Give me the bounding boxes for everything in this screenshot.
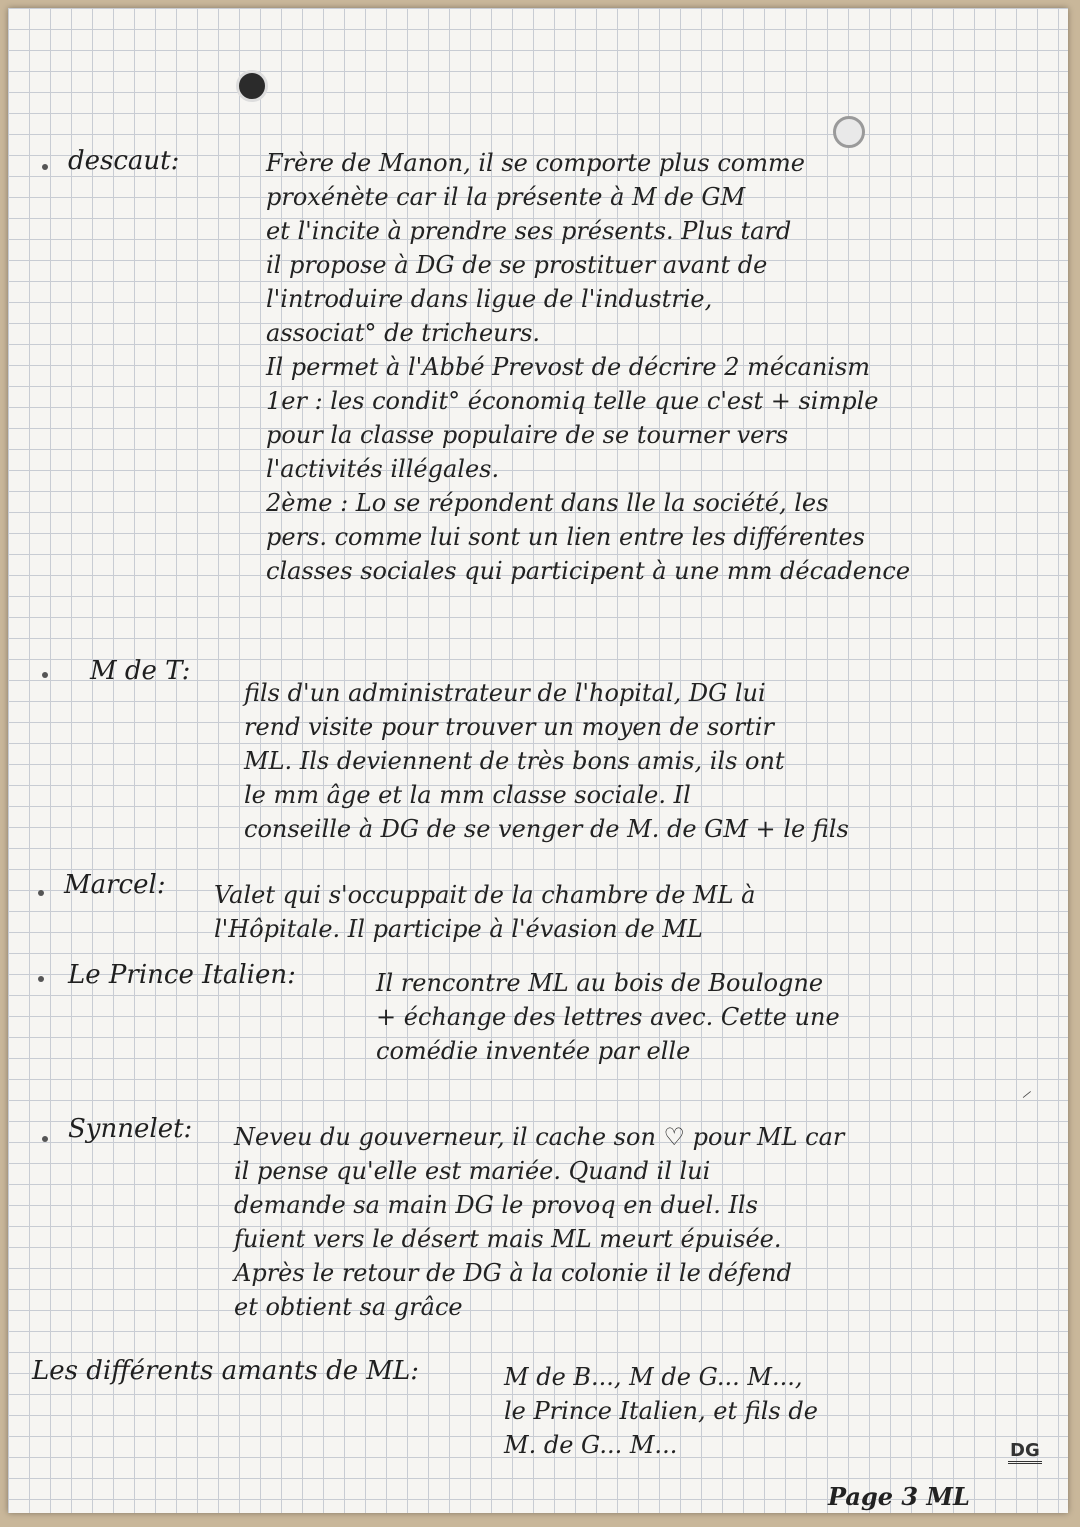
text-line: Valet qui s'occuppait de la chambre de ML à [214, 881, 756, 909]
character-name: Marcel: [64, 870, 166, 900]
punch-hole-right [833, 116, 865, 148]
text-line: pers. comme lui sont un lien entre les différentes [266, 523, 865, 551]
character-description [214, 878, 756, 946]
lovers-label: Les différents amants de ML: [32, 1356, 420, 1386]
text-line: ML. Ils deviennent de très bons amis, ils ont [244, 747, 785, 775]
text-line: l'activités illégales. [266, 455, 500, 483]
text-line: conseille à DG de se venger de M. de GM + le fils [244, 815, 849, 843]
text-line: + échange des lettres avec. Cette une [376, 1003, 840, 1031]
text-line: fuient vers le désert mais ML meurt épuisée. [234, 1225, 782, 1253]
text-line: fils d'un administrateur de l'hopital, DG lui [244, 679, 766, 707]
text-line: rend visite pour trouver un moyen de sortir [244, 713, 774, 741]
text-line: demande sa main DG le provoq en duel. Ils [234, 1191, 758, 1219]
text-line: 2ème : Lo se répondent dans lle la société, les [266, 489, 829, 517]
text-line: comédie inventée par elle [376, 1037, 691, 1065]
page-label: Page 3 ML [828, 1482, 970, 1511]
character-description [376, 966, 840, 1068]
text-line: Il rencontre ML au bois de Boulogne [376, 969, 824, 997]
character-name: Synnelet: [68, 1114, 193, 1144]
character-description [266, 146, 910, 588]
text-line: le Prince Italien, et fils de [504, 1397, 818, 1425]
text-line: M de B..., M de G... M..., [504, 1363, 803, 1391]
lovers-list [504, 1360, 818, 1462]
character-name: Le Prince Italien: [68, 960, 296, 990]
text-line: l'introduire dans ligue de l'industrie, [266, 285, 713, 313]
text-line: pour la classe populaire de se tourner vers [266, 421, 789, 449]
text-line: Neveu du gouverneur, il cache son ♡ pour ML car [234, 1123, 845, 1151]
bullet-point [42, 1136, 48, 1142]
text-line: Frère de Manon, il se comporte plus comme [266, 149, 805, 177]
text-line: proxénète car il la présente à M de GM [266, 183, 746, 211]
text-line: Il permet à l'Abbé Prevost de décrire 2 mécanism [266, 353, 871, 381]
character-description [234, 1120, 844, 1324]
character-name: descaut: [68, 146, 180, 176]
text-line: et obtient sa grâce [234, 1293, 463, 1321]
punch-hole-left [236, 70, 268, 102]
text-line: 1er : les condit° économiq telle que c'est + simple [266, 387, 879, 415]
text-line: classes sociales qui participent à une mm décadence [266, 557, 911, 585]
text-line: associat° de tricheurs. [266, 319, 541, 347]
bullet-point [42, 672, 48, 678]
text-line: M. de G... M... [504, 1431, 678, 1459]
text-line: et l'incite à prendre ses présents. Plus tard [266, 217, 792, 245]
notebook-page [8, 8, 1068, 1513]
text-line: Après le retour de DG à la colonie il le défend [234, 1259, 792, 1287]
text-line: il propose à DG de se prostituer avant de [266, 251, 768, 279]
character-name: M de T: [90, 656, 191, 686]
text-line: le mm âge et la mm classe sociale. Il [244, 781, 691, 809]
bullet-point [42, 164, 48, 170]
bullet-point [38, 890, 44, 896]
character-description [244, 676, 849, 846]
dg-logo: DG [1008, 1440, 1042, 1464]
text-line: il pense qu'elle est mariée. Quand il lui [234, 1157, 711, 1185]
margin-scribble: ⸍ [1020, 1088, 1029, 1109]
bullet-point [38, 976, 44, 982]
text-line: l'Hôpitale. Il participe à l'évasion de ML [214, 915, 703, 943]
